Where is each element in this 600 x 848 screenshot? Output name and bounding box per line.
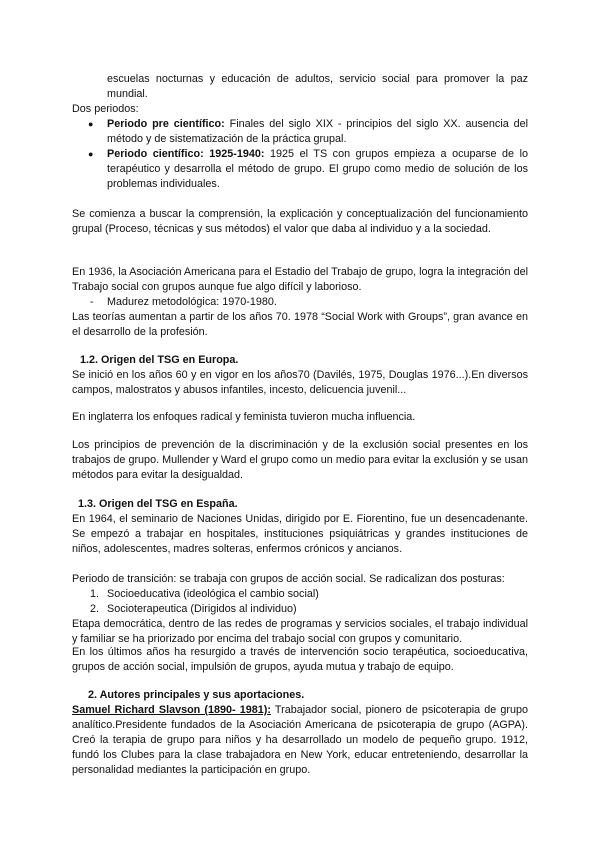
paragraph-continuation: escuelas nocturnas y educación de adultos, servicio social para promover la paz mundial. [107,73,528,100]
author-description: Trabajador social, pionero de psicoterapia de grupo analítico.Presidente fundados de la Asociación Americana de psicoterapia de grupo (AGPA). Creó la terapia de grupo para niños y ha desarrollado un modelo de pequeño grupo. 1912, fundó los Clubes para la clase trabajadora en New York, educar entreteniendo, desarrollar la personalidad mediantes la participación en grupo. [72,704,528,776]
bullet-icon: ● [88,149,94,159]
list-item [88,147,528,192]
paragraph-1936: En 1936, la Asociación Americana para el Estadio del Trabajo de grupo, logra la integración del Trabajo social con grupos aunque fue algo difícil y laborioso. [72,266,528,293]
paragraph-dos-periodos: Dos periodos: [72,103,139,115]
number-marker: 1. [90,588,100,600]
paragraph-comienza: Se comienza a buscar la comprensión, la explicación y conceptualización del funcionamiento grupal (Proceso, técnicas y sus métodos) el valor que daba al individuo y a la sociedad. [72,208,528,235]
paragraph-principios: Los principios de prevención de la discriminación y de la exclusión social presentes en los trabajos de grupo. Mullender y Ward el grupo como un medio para evitar la exclusión y se usan métodos para evitar la desigualdad. [72,439,528,481]
paragraph-europa: Se inició en los años 60 y en vigor en los años70 (Davilés, 1975, Douglas 1976...).En diversos campos, malostratos y abusos infantiles, incesto, delicuencia juvenil... [72,369,528,396]
list-item-body: 1925 el TS con grupos empieza a ocuparse de lo terapéutico y desarrolla el método de grupo. El grupo como medio de solución de los problemas individuales. [107,148,528,190]
paragraph-slavson [72,703,528,778]
section-heading-europa: 1.2. Origen del TSG en Europa. [80,354,239,366]
bullet-icon: ● [88,119,94,129]
list-item-body: Finales del siglo XIX - principios del siglo XX. ausencia del método y de sistematización de la práctica grupal. [107,118,528,145]
paragraph-inglaterra: En inglaterra los enfoques radical y feminista tuvieron mucha influencia. [72,411,416,423]
list-item-text: Socioterapeutica (Dirigidos al individuo) [107,603,297,615]
paragraph-1964: En 1964, el seminario de Naciones Unidas, dirigido por E. Fiorentino, fue un desencadenante. Se empezó a trabajar en hospitales, instituciones psiquiátricas y grandes instituciones de niños, adolescentes, madres solteras, enfermos crónicos y ancianos. [72,513,528,555]
list-item-text: Socioeducativa (ideológica el cambio social) [107,588,319,600]
section-heading-espana: 1.3. Origen del TSG en España. [78,498,238,510]
paragraph-democratica: Etapa democrática, dentro de las redes de programas y servicios sociales, el trabajo individual y familiar se ha priorizado por encima del trabajo social con grupos y comunitario. [72,618,528,645]
paragraph-transicion: Periodo de transición: se trabaja con grupos de acción social. Se radicalizan dos posturas: [72,573,505,585]
list-item [90,602,528,617]
paragraph-ultimos: En los últimos años ha resurgido a través de intervención socio terapéutica, socioeducativa, grupos de acción social, impulsión de grupos, ayuda mutua y trabajo de equipo. [72,646,528,673]
list-item-term: Periodo pre científico: [107,118,225,130]
section-heading-autores: 2. Autores principales y sus aportaciones. [88,689,305,701]
list-item-text: Madurez metodológica: 1970-1980. [107,296,277,308]
list-item-term: Periodo científico: 1925-1940: [107,148,265,160]
list-item [90,295,528,310]
list-item-text [107,117,528,147]
list-item [88,117,528,147]
list-item-text [107,147,528,192]
author-name: Samuel Richard Slavson (1890- 1981): [72,704,271,716]
paragraph-teorias: Las teorías aumentan a partir de los años 70. 1978 “Social Work with Groups”, gran avance en el desarrollo de la profesión. [72,311,528,338]
number-marker: 2. [90,603,100,615]
list-item [90,587,528,602]
dash-marker: - [90,296,94,308]
